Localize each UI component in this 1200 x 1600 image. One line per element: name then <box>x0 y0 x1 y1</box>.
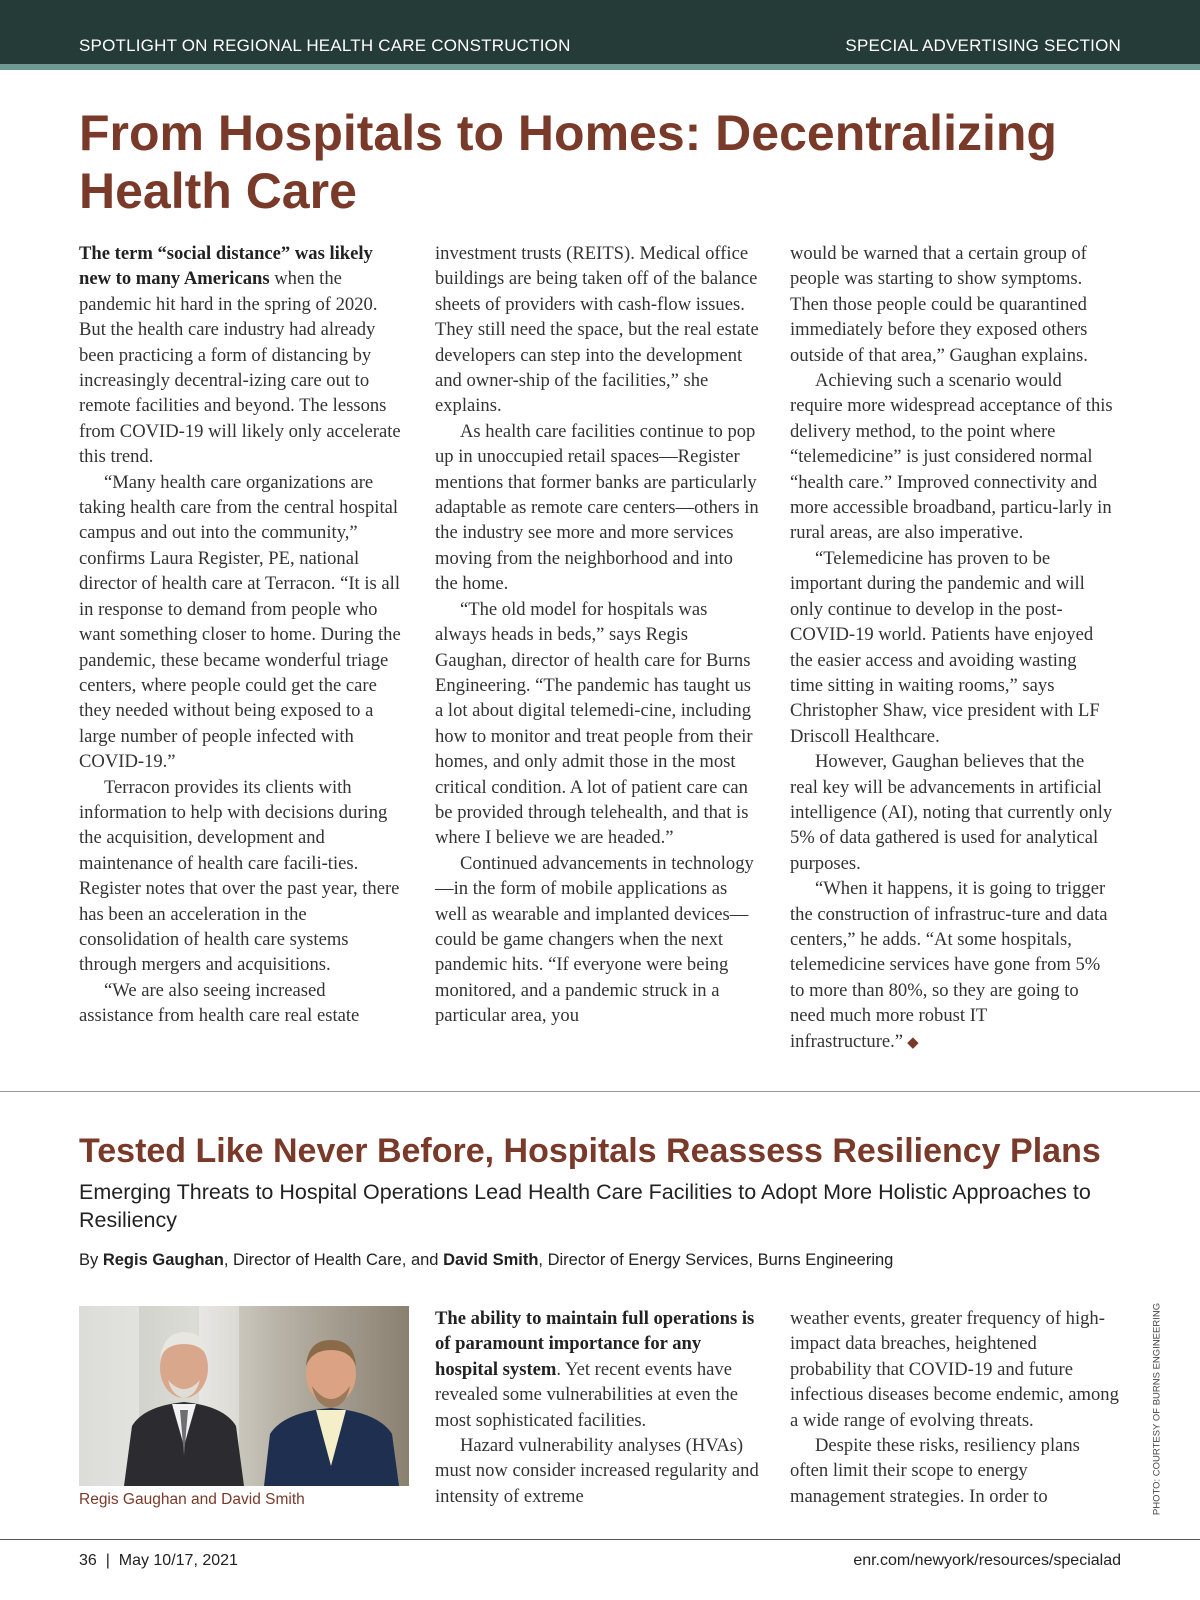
lead-in-text: The term “social distance” was likely new to many Americans <box>79 243 373 290</box>
photo-caption: Regis Gaughan and David Smith <box>79 1491 305 1508</box>
article-paragraph: “We are also seeing increased assistance from health care real estate <box>79 979 360 1027</box>
article-paragraph: Despite these risks, resiliency plans often limit their scope to energy management strategies. In order to <box>790 1435 1080 1507</box>
person-right-illustration <box>264 1316 399 1486</box>
byline: By Regis Gaughan, Director of Health Care, and David Smith, Director of Energy Services, Burns Engineering <box>79 1251 894 1269</box>
section-divider <box>0 1091 1200 1092</box>
article2-column-2 <box>435 1306 765 1509</box>
article-paragraph: Terracon provides its clients with information to help with decisions during the acquisition, development and maintenance of health care facili-ties. Register notes that over the past year, there has been an acceleration in the consolidation of health care systems through mergers and acquisitions. <box>79 776 400 976</box>
photo-credit: PHOTO: COURTESY OF BURNS ENGINEERING <box>1151 1302 1163 1516</box>
author-name: Regis Gaughan <box>102 1251 224 1269</box>
article2-column-3 <box>790 1306 1120 1509</box>
end-mark-icon: ◆ <box>907 1034 919 1051</box>
article-paragraph: Continued advancements in technology—in the form of mobile applications as well as wearable and implanted devices—could be game changers when the next pandemic hits. “If everyone were being monitored, and a pandemic struck in a particular area, you <box>435 852 754 1027</box>
article-paragraph: “When it happens, it is going to trigger the construction of infrastruc-ture and data centers,” he adds. “At some hospitals, telemedicine services have gone from 5% to more than 80%, so they are going to need much more robust IT infrastructure.” ◆ <box>790 878 1108 1052</box>
article-paragraph: The ability to maintain full operations is of paramount importance for any hospital system. Yet recent events have revealed some vulnerabilities at even the most sophisticated facilities. <box>435 1308 755 1431</box>
article-paragraph: Hazard vulnerability analyses (HVAs) must now consider increased regularity and intensity of extreme <box>435 1435 759 1507</box>
article-paragraph: “Telemedicine has proven to be important during the pandemic and will only continue to develop in the post-COVID-19 world. Patients have enjoyed the easier access and avoiding wasting time sitting in waiting rooms,” says Christopher Shaw, vice president with LF Driscoll Healthcare. <box>790 547 1100 747</box>
article-paragraph: The term “social distance” was likely new to many Americans when the pandemic hit hard in the spring of 2020. But the health care industry had already been practicing a form of distancing by increasingly decentral-izing care out to remote facilities and beyond. The lessons from COVID-19 will likely only accelerate this trend. <box>79 243 401 468</box>
article-column-1 <box>79 241 403 1029</box>
article-paragraph: “Many health care organizations are taking health care from the central hospital campus and out into the community,” confirms Laura Register, PE, national director of health care at Terracon. “It is all in response to demand from people who want something closer to home. During the pandemic, these became wonderful triage centers, where people could get the care they needed without being exposed to a large number of people infected with COVID-19.” <box>79 471 401 773</box>
person-left-illustration <box>124 1306 244 1486</box>
header-accent-stripe <box>0 64 1200 70</box>
lead-in-text: The ability to maintain full operations is of paramount importance for any hospital system <box>435 1308 755 1380</box>
section-header-bar <box>0 0 1200 64</box>
article-paragraph: However, Gaughan believes that the real key will be advancements in artificial intelligence (AI), noting that currently only 5% of data gathered is used for analytical purposes. <box>790 751 1113 874</box>
article-paragraph: As health care facilities continue to pop up in unoccupied retail spaces—Register mentions that former banks are particularly adaptable as remote care centers—others in the industry see more and more services moving from the neighborhood and into the home. <box>435 420 759 595</box>
advertising-label: SPECIAL ADVERTISING SECTION <box>845 36 1121 55</box>
author-name: David Smith <box>443 1251 539 1269</box>
article2-subtitle: Emerging Threats to Hospital Operations Lead Health Care Facilities to Adopt More Holistic Approaches to Resiliency <box>79 1180 1091 1232</box>
article2-title: Tested Like Never Before, Hospitals Reassess Resiliency Plans <box>79 1132 1101 1170</box>
page-number-date: 36 | May 10/17, 2021 <box>79 1552 238 1569</box>
article-paragraph: would be warned that a certain group of people was starting to show symptoms. Then those people could be quarantined immediately before they exposed others outside of that area,” Gaughan explains. <box>790 243 1088 366</box>
article-paragraph: weather events, greater frequency of high-impact data breaches, heightened probability that COVID-19 and future infectious diseases become endemic, among a wide range of evolving threats. <box>790 1308 1119 1431</box>
article-column-2 <box>435 241 759 1029</box>
author-photo <box>79 1306 409 1486</box>
article-column-3 <box>790 241 1114 1056</box>
section-label: SPOTLIGHT ON REGIONAL HEALTH CARE CONSTRUCTION <box>79 36 571 55</box>
article-paragraph: Achieving such a scenario would require more widespread acceptance of this delivery method, to the point where “telemedicine” is just considered normal “health care.” Improved connectivity and more accessible broadband, particu-larly in rural areas, are also imperative. <box>790 370 1113 544</box>
footer-url: enr.com/newyork/resources/specialad <box>853 1552 1121 1569</box>
article-paragraph: investment trusts (REITS). Medical office buildings are being taken off of the balance sheets of providers with cash-flow issues. They still need the space, but the real estate developers can step into the development and owner-ship of the facilities,” she explains. <box>435 243 759 417</box>
article-paragraph: “The old model for hospitals was always heads in beds,” says Regis Gaughan, director of health care for Burns Engineering. “The pandemic has taught us a lot about digital telemedi-cine, including how to monitor and treat people from their homes, and only admit those in the most critical condition. A lot of patient care can be provided through telehealth, and that is where I believe we are headed.” <box>435 598 753 849</box>
article-title: From Hospitals to Homes: Decentralizing Health Care <box>79 105 1057 219</box>
footer-rule <box>0 1539 1200 1540</box>
